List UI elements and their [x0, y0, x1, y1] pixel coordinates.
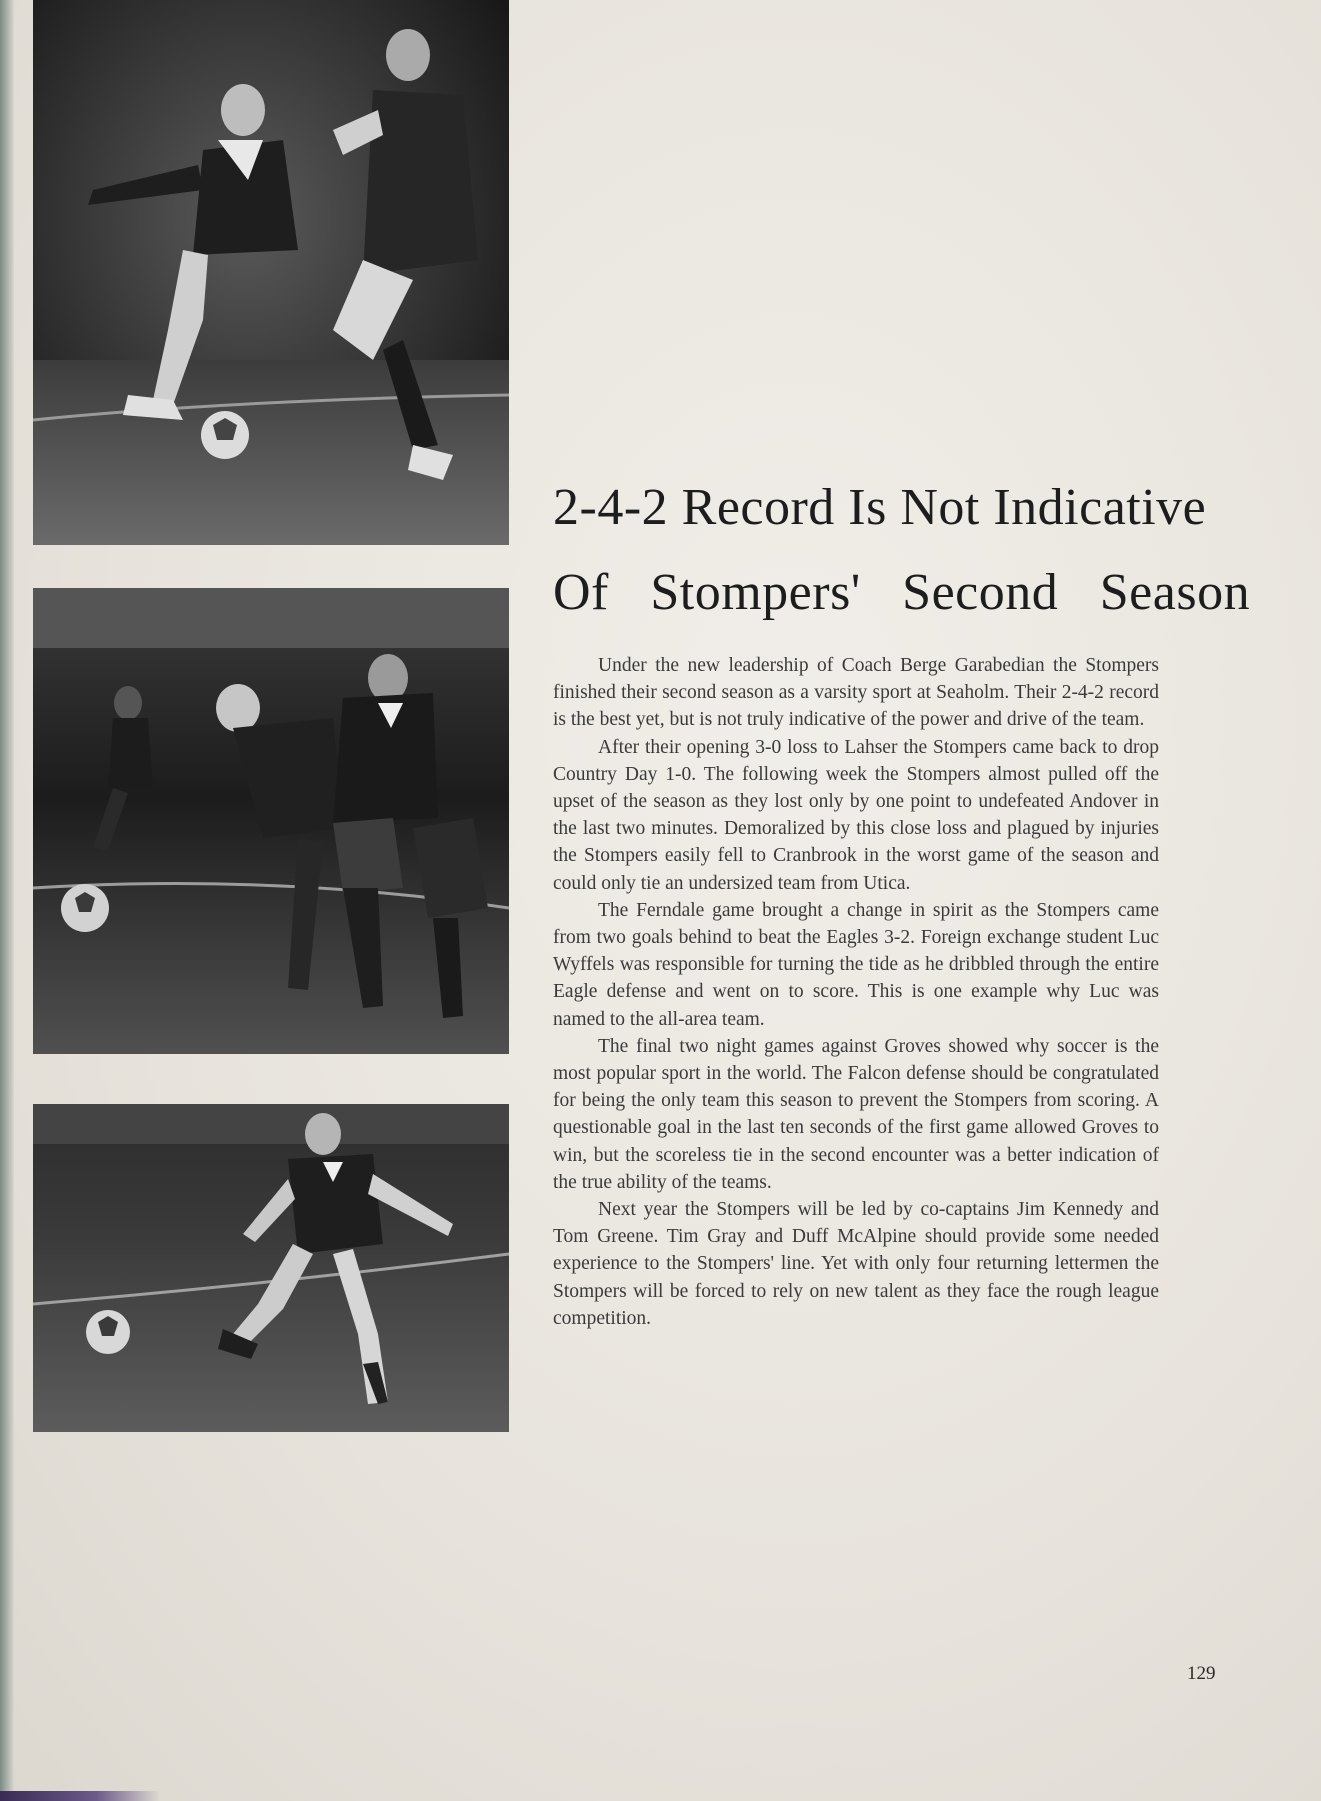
photo-soccer-duel-image [33, 0, 509, 545]
photo-soccer-duel [33, 0, 509, 545]
photo-soccer-kick [33, 1104, 509, 1432]
article-paragraph: After their opening 3-0 loss to Lahser the Stompers came back to drop Country Day 1-0. The following week the Stompers almost pulled off the upset of the season as they lost only by one point to undefeated Andover in the last two minutes. Demoralized by this close loss and plagued by injuries the Stompers easily fell to Cranbrook in the worst game of the season and could only tie an undersized team from Utica. [553, 736, 1159, 894]
article-paragraph: Next year the Stompers will be led by co-captains Jim Kennedy and Tom Greene. Tim Gray and Duff McAlpine should provide some needed experience to the Stompers' line. Yet with only four returning lettermen the Stompers will be forced to rely on new talent as they face the rough league competition. [553, 1199, 1159, 1329]
photo-soccer-scramble-image [33, 588, 509, 1054]
bottom-edge-tint [0, 1791, 160, 1801]
page-number: 129 [1187, 1663, 1216, 1684]
article-paragraph: The Ferndale game brought a change in spirit as the Stompers came from two goals behind to beat the Eagles 3-2. Foreign exchange student Luc Wyffels was responsible for turning the tide as he dribbled through the entire Eagle defense and went on to score. This is one example why Luc was named to the all-area team. [553, 899, 1159, 1030]
article-paragraph: Under the new leadership of Coach Berge Garabedian the Stompers finished their second season as a varsity sport at Seaholm. Their 2-4-2 record is the best yet, but is not truly indicative of the power and drive of the team. [553, 655, 1159, 731]
headline-line-2: Of Stompers' Second Season [553, 564, 1251, 621]
photo-soccer-scramble [33, 588, 509, 1054]
article-body [553, 652, 1159, 1332]
photo-soccer-kick-image [33, 1104, 509, 1432]
headline-line-1: 2-4-2 Record Is Not Indicative [553, 479, 1207, 536]
binding-edge [0, 0, 14, 1801]
article-paragraph: The final two night games against Groves showed why soccer is the most popular sport in the world. The Falcon defense should be congratulated for being the only team this season to prevent the Stompers from scoring. A questionable goal in the last ten seconds of the first game allowed Groves to win, but the scoreless tie in the second encounter was a better indication of the true ability of the teams. [553, 1035, 1159, 1193]
